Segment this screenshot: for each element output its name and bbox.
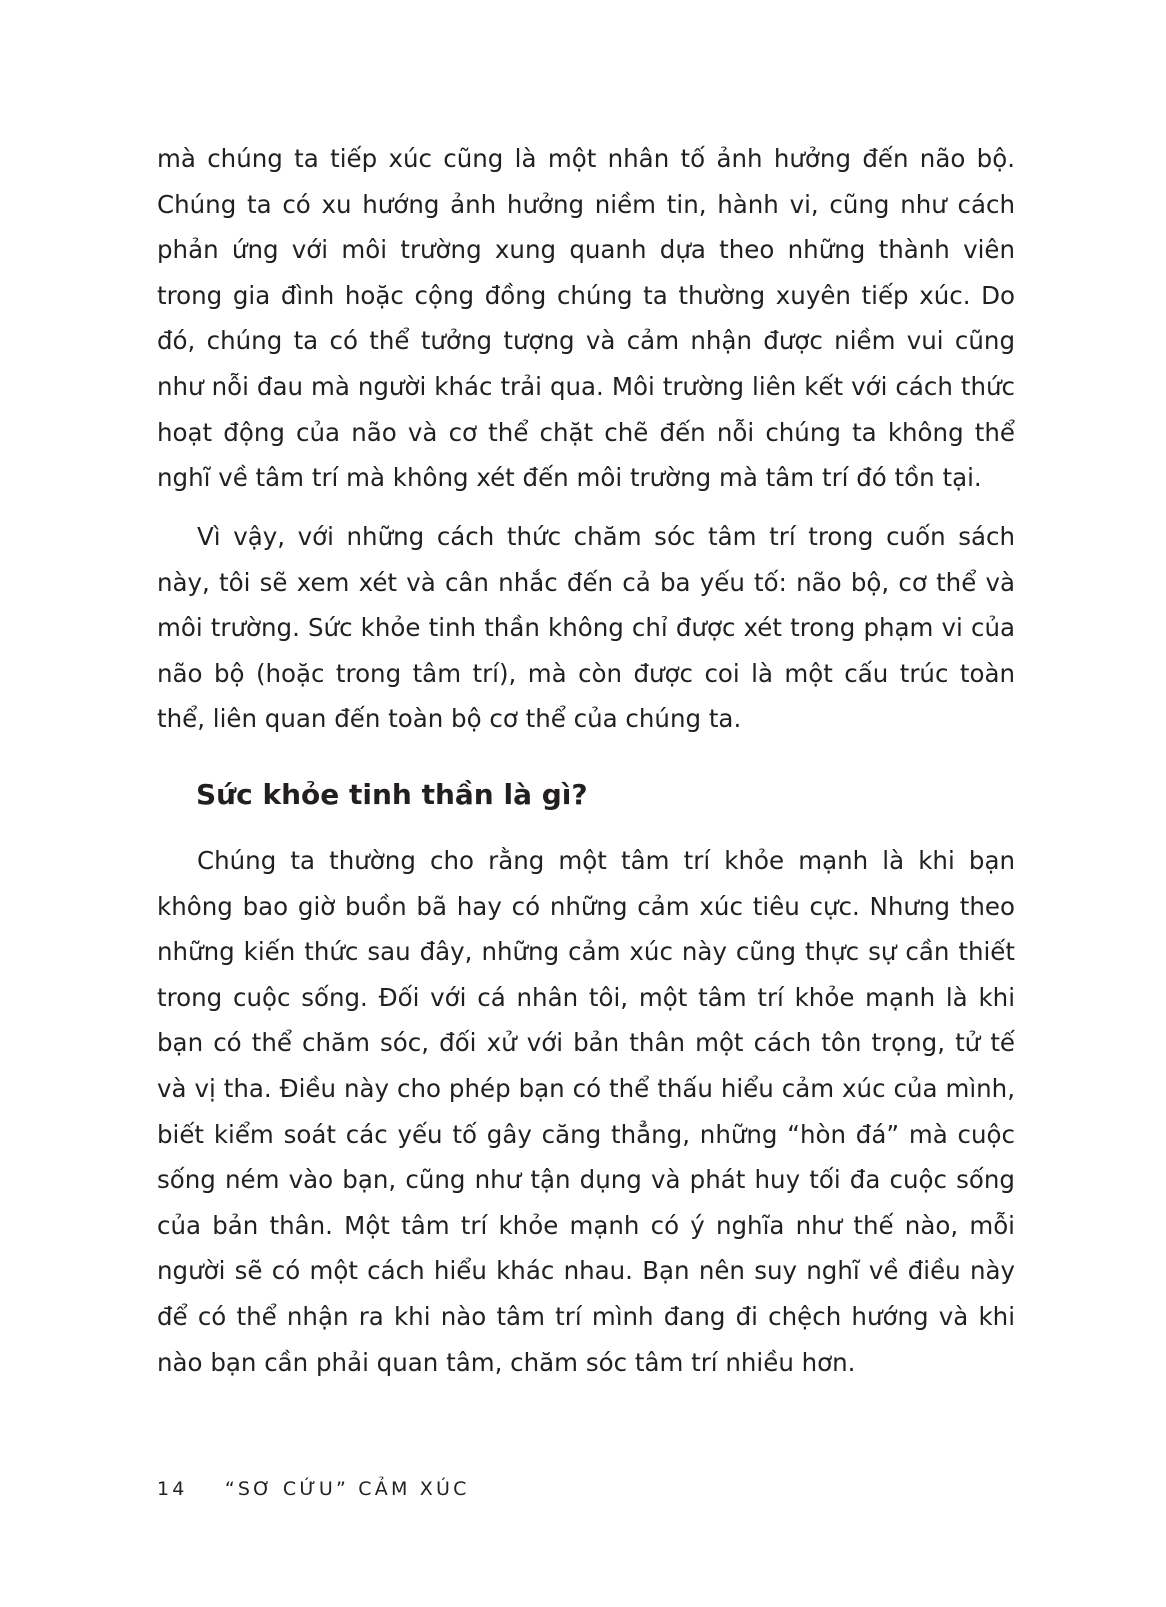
page-footer xyxy=(157,1477,470,1501)
paragraph-continuation xyxy=(157,136,1015,501)
paragraph-mental-health xyxy=(157,838,1015,1385)
paragraph-text: Vì vậy, với những cách thức chăm sóc tâm trí trong cuốn sách này, tôi sẽ xem xét và cân nhắc đến cả ba yếu tố: não bộ, cơ thể và môi trường. Sức khỏe tinh thần không chỉ được xét trong phạm vi của não bộ (hoặc trong tâm trí), mà còn được coi là một cấu trúc toàn thể, liên quan đến toàn bộ cơ thể của chúng ta. xyxy=(157,522,1015,734)
paragraph-text: mà chúng ta tiếp xúc cũng là một nhân tố ảnh hưởng đến não bộ. Chúng ta có xu hướng ảnh hưởng niềm tin, hành vi, cũng như cách phản ứng với môi trường xung quanh dựa theo những thành viên trong gia đình hoặc cộng đồng chúng ta thường xuyên tiếp xúc. Do đó, chúng ta có thể tưởng tượng và cảm nhận được niềm vui cũng như nỗi đau mà người khác trải qua. Môi trường liên kết với cách thức hoạt động của não và cơ thể chặt chẽ đến nỗi chúng ta không thể nghĩ về tâm trí mà không xét đến môi trường mà tâm trí đó tồn tại. xyxy=(157,144,1015,493)
page-number: 14 xyxy=(157,1478,188,1500)
section-heading: Sức khỏe tinh thần là gì? xyxy=(196,778,588,811)
paragraph-text: Chúng ta thường cho rằng một tâm trí khỏe mạnh là khi bạn không bao giờ buồn bã hay có những cảm xúc tiêu cực. Nhưng theo những kiến thức sau đây, những cảm xúc này cũng thực sự cần thiết trong cuộc sống. Đối với cá nhân tôi, một tâm trí khỏe mạnh là khi bạn có thể chăm sóc, đối xử với bản thân một cách tôn trọng, tử tế và vị tha. Điều này cho phép bạn có thể thấu hiểu cảm xúc của mình, biết kiểm soát các yếu tố gây căng thẳng, những “hòn đá” mà cuộc sống ném vào bạn, cũng như tận dụng và phát huy tối đa cuộc sống của bản thân. Một tâm trí khỏe mạnh có ý nghĩa như thế nào, mỗi người sẽ có một cách hiểu khác nhau. Bạn nên suy nghĩ về điều này để có thể nhận ra khi nào tâm trí mình đang đi chệch hướng và khi nào bạn cần phải quan tâm, chăm sóc tâm trí nhiều hơn. xyxy=(157,846,1015,1377)
running-title: “SƠ CỨU” CẢM XÚC xyxy=(224,1478,470,1500)
paragraph-approach xyxy=(157,514,1015,742)
